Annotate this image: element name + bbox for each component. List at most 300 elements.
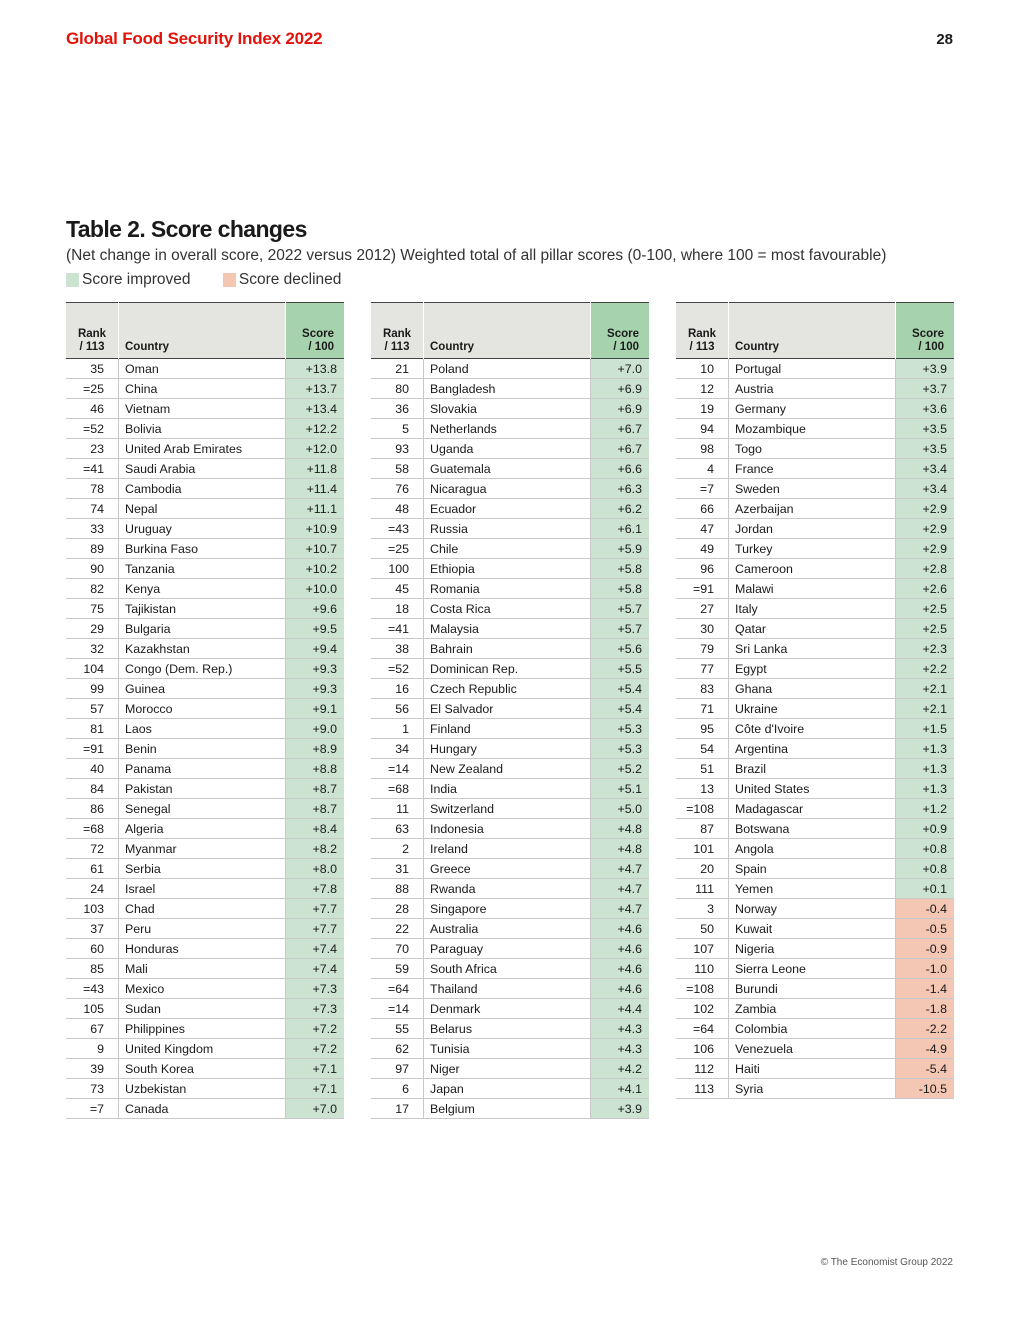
score-cell: +13.4: [286, 399, 345, 419]
score-cell: +2.1: [896, 679, 955, 699]
table-row: [66, 899, 344, 919]
rank-cell: 104: [66, 659, 119, 679]
score-cell: +8.7: [286, 799, 345, 819]
page-number: 28: [936, 31, 953, 48]
table-row: [676, 1019, 954, 1039]
table-title: Table 2. Score changes: [66, 216, 307, 242]
country-cell: Philippines: [119, 1019, 286, 1039]
score-cell: -0.5: [896, 919, 955, 939]
rank-cell: =91: [66, 739, 119, 759]
score-cell: +7.3: [286, 999, 345, 1019]
table-row: [66, 1039, 344, 1059]
score-cell: +6.6: [591, 459, 650, 479]
rank-cell: =43: [371, 519, 424, 539]
score-cell: +6.9: [591, 379, 650, 399]
score-cell: -10.5: [896, 1079, 955, 1099]
country-cell: Norway: [729, 899, 896, 919]
rank-cell: 102: [676, 999, 729, 1019]
table-row: [66, 399, 344, 419]
rank-cell: =52: [66, 419, 119, 439]
country-cell: Jordan: [729, 519, 896, 539]
table-row: [371, 519, 649, 539]
rank-cell: 110: [676, 959, 729, 979]
score-cell: +5.7: [591, 599, 650, 619]
table-row: [66, 599, 344, 619]
score-cell: +4.8: [591, 839, 650, 859]
table-row: [371, 1079, 649, 1099]
rank-cell: 28: [371, 899, 424, 919]
table-row: [371, 779, 649, 799]
rank-cell: =43: [66, 979, 119, 999]
rank-cell: 71: [676, 699, 729, 719]
score-cell: -4.9: [896, 1039, 955, 1059]
rank-cell: =108: [676, 799, 729, 819]
score-cell: +2.1: [896, 699, 955, 719]
country-cell: Angola: [729, 839, 896, 859]
rank-cell: 54: [676, 739, 729, 759]
rank-cell: 79: [676, 639, 729, 659]
country-cell: India: [424, 779, 591, 799]
table-row: [676, 599, 954, 619]
country-cell: Hungary: [424, 739, 591, 759]
country-cell: Burundi: [729, 979, 896, 999]
score-cell: +0.1: [896, 879, 955, 899]
country-cell: Egypt: [729, 659, 896, 679]
table-row: [371, 699, 649, 719]
country-cell: France: [729, 459, 896, 479]
report-title: Global Food Security Index 2022: [66, 29, 323, 48]
score-cell: +2.3: [896, 639, 955, 659]
country-cell: Singapore: [424, 899, 591, 919]
score-cell: +3.5: [896, 419, 955, 439]
table-row: [676, 759, 954, 779]
rank-cell: =68: [66, 819, 119, 839]
table-row: [371, 559, 649, 579]
table-row: [371, 539, 649, 559]
score-cell: -0.9: [896, 939, 955, 959]
score-cell: +1.3: [896, 759, 955, 779]
country-cell: Ecuador: [424, 499, 591, 519]
table-row: [66, 439, 344, 459]
country-cell: United States: [729, 779, 896, 799]
country-cell: Peru: [119, 919, 286, 939]
rank-cell: 111: [676, 879, 729, 899]
table-row: [371, 839, 649, 859]
country-cell: Tajikistan: [119, 599, 286, 619]
rank-cell: 49: [676, 539, 729, 559]
rank-cell: 34: [371, 739, 424, 759]
rank-cell: 112: [676, 1059, 729, 1079]
country-cell: Saudi Arabia: [119, 459, 286, 479]
country-cell: Benin: [119, 739, 286, 759]
rank-cell: =108: [676, 979, 729, 999]
country-cell: Argentina: [729, 739, 896, 759]
country-cell: Belarus: [424, 1019, 591, 1039]
score-cell: +7.8: [286, 879, 345, 899]
country-cell: Syria: [729, 1079, 896, 1099]
rank-cell: 77: [676, 659, 729, 679]
table-row: [676, 839, 954, 859]
score-cell: +5.1: [591, 779, 650, 799]
rank-cell: 100: [371, 559, 424, 579]
score-cell: +3.7: [896, 379, 955, 399]
country-cell: Switzerland: [424, 799, 591, 819]
score-cell: +9.1: [286, 699, 345, 719]
table-row: [371, 619, 649, 639]
score-table-column-1: [66, 302, 344, 1119]
rank-cell: 39: [66, 1059, 119, 1079]
country-cell: Myanmar: [119, 839, 286, 859]
rank-cell: 103: [66, 899, 119, 919]
score-cell: +5.4: [591, 699, 650, 719]
score-cell: +5.2: [591, 759, 650, 779]
rank-cell: 31: [371, 859, 424, 879]
score-cell: +4.6: [591, 919, 650, 939]
rank-cell: 38: [371, 639, 424, 659]
table-row: [66, 459, 344, 479]
table-row: [676, 999, 954, 1019]
rank-cell: 72: [66, 839, 119, 859]
table-row: [66, 799, 344, 819]
table-row: [676, 519, 954, 539]
table-row: [676, 399, 954, 419]
table-row: [66, 919, 344, 939]
score-cell: +2.5: [896, 619, 955, 639]
country-cell: Kuwait: [729, 919, 896, 939]
score-cell: +4.2: [591, 1059, 650, 1079]
country-cell: Slovakia: [424, 399, 591, 419]
table-row: [66, 939, 344, 959]
score-cell: +9.6: [286, 599, 345, 619]
country-cell: Pakistan: [119, 779, 286, 799]
country-cell: Zambia: [729, 999, 896, 1019]
score-cell: +7.7: [286, 919, 345, 939]
score-cell: +2.9: [896, 539, 955, 559]
table-row: [371, 819, 649, 839]
country-cell: Costa Rica: [424, 599, 591, 619]
table-row: [371, 739, 649, 759]
rank-cell: =14: [371, 759, 424, 779]
score-cell: +9.4: [286, 639, 345, 659]
rank-cell: 51: [676, 759, 729, 779]
table-row: [676, 619, 954, 639]
score-cell: +5.3: [591, 719, 650, 739]
rank-cell: 88: [371, 879, 424, 899]
improved-swatch-icon: [66, 273, 79, 287]
country-cell: Czech Republic: [424, 679, 591, 699]
rank-cell: 55: [371, 1019, 424, 1039]
country-cell: Tunisia: [424, 1039, 591, 1059]
score-cell: +7.3: [286, 979, 345, 999]
rank-cell: 106: [676, 1039, 729, 1059]
score-cell: +1.2: [896, 799, 955, 819]
score-cell: +7.1: [286, 1059, 345, 1079]
score-cell: +10.2: [286, 559, 345, 579]
country-cell: Nicaragua: [424, 479, 591, 499]
table-row: [66, 619, 344, 639]
score-cell: +11.8: [286, 459, 345, 479]
rank-cell: 11: [371, 799, 424, 819]
table-row: [676, 859, 954, 879]
country-cell: South Korea: [119, 1059, 286, 1079]
rank-cell: 96: [676, 559, 729, 579]
table-row: [66, 979, 344, 999]
score-cell: +6.7: [591, 439, 650, 459]
rank-cell: 86: [66, 799, 119, 819]
rank-cell: 48: [371, 499, 424, 519]
table-row: [66, 479, 344, 499]
table-row: [371, 759, 649, 779]
score-cell: +7.0: [591, 359, 650, 379]
country-cell: Indonesia: [424, 819, 591, 839]
score-cell: +8.4: [286, 819, 345, 839]
table-row: [371, 879, 649, 899]
rank-cell: =25: [66, 379, 119, 399]
table-row: [676, 359, 954, 379]
country-cell: Ghana: [729, 679, 896, 699]
rank-cell: =68: [371, 779, 424, 799]
table-row: [371, 499, 649, 519]
rank-cell: 17: [371, 1099, 424, 1119]
country-cell: United Kingdom: [119, 1039, 286, 1059]
rank-cell: 59: [371, 959, 424, 979]
rank-cell: 76: [371, 479, 424, 499]
rank-cell: 74: [66, 499, 119, 519]
table-row: [66, 999, 344, 1019]
rank-cell: 113: [676, 1079, 729, 1099]
rank-cell: =41: [66, 459, 119, 479]
rank-cell: =64: [676, 1019, 729, 1039]
rank-cell: 70: [371, 939, 424, 959]
table-subtitle: (Net change in overall score, 2022 versus 2012) Weighted total of all pillar scores (0-100, where 100 = most favourable): [66, 247, 887, 264]
table-row: [676, 959, 954, 979]
table-row: [66, 859, 344, 879]
rank-cell: 101: [676, 839, 729, 859]
table-row: [66, 839, 344, 859]
table-row: [371, 359, 649, 379]
rank-cell: 21: [371, 359, 424, 379]
rank-cell: 29: [66, 619, 119, 639]
copyright: © The Economist Group 2022: [820, 1257, 953, 1268]
country-cell: Venezuela: [729, 1039, 896, 1059]
rank-cell: 58: [371, 459, 424, 479]
score-cell: +13.8: [286, 359, 345, 379]
score-cell: +6.7: [591, 419, 650, 439]
table-row: [676, 499, 954, 519]
table-row: [676, 659, 954, 679]
table-row: [371, 999, 649, 1019]
score-cell: +5.4: [591, 679, 650, 699]
country-cell: Vietnam: [119, 399, 286, 419]
country-cell: Togo: [729, 439, 896, 459]
score-cell: +8.9: [286, 739, 345, 759]
country-cell: Panama: [119, 759, 286, 779]
country-cell: Bahrain: [424, 639, 591, 659]
table-row: [676, 779, 954, 799]
country-cell: Russia: [424, 519, 591, 539]
table-row: [371, 399, 649, 419]
score-cell: -0.4: [896, 899, 955, 919]
table-row: [66, 419, 344, 439]
score-cell: -5.4: [896, 1059, 955, 1079]
rank-cell: 27: [676, 599, 729, 619]
rank-cell: 82: [66, 579, 119, 599]
table-row: [371, 719, 649, 739]
rank-cell: 2: [371, 839, 424, 859]
rank-cell: 89: [66, 539, 119, 559]
score-cell: +4.1: [591, 1079, 650, 1099]
score-cell: +6.3: [591, 479, 650, 499]
table-row: [371, 1059, 649, 1079]
country-cell: Burkina Faso: [119, 539, 286, 559]
rank-cell: 33: [66, 519, 119, 539]
table-row: [371, 959, 649, 979]
country-cell: Sierra Leone: [729, 959, 896, 979]
table-row: [676, 479, 954, 499]
country-cell: Nepal: [119, 499, 286, 519]
rank-cell: =91: [676, 579, 729, 599]
rank-cell: 61: [66, 859, 119, 879]
country-cell: Spain: [729, 859, 896, 879]
score-cell: +5.7: [591, 619, 650, 639]
table-row: [676, 459, 954, 479]
rank-cell: =52: [371, 659, 424, 679]
rank-cell: 22: [371, 919, 424, 939]
country-cell: Austria: [729, 379, 896, 399]
rank-cell: 19: [676, 399, 729, 419]
table-row: [66, 539, 344, 559]
rank-cell: =7: [676, 479, 729, 499]
score-cell: +5.0: [591, 799, 650, 819]
rank-cell: 6: [371, 1079, 424, 1099]
country-cell: Rwanda: [424, 879, 591, 899]
country-cell: Morocco: [119, 699, 286, 719]
table-row: [66, 959, 344, 979]
score-cell: +0.8: [896, 839, 955, 859]
table-row: [371, 659, 649, 679]
score-cell: +1.3: [896, 739, 955, 759]
country-cell: Haiti: [729, 1059, 896, 1079]
score-cell: +3.6: [896, 399, 955, 419]
rank-cell: 66: [676, 499, 729, 519]
table-row: [371, 939, 649, 959]
country-cell: Tanzania: [119, 559, 286, 579]
country-cell: Mozambique: [729, 419, 896, 439]
country-cell: New Zealand: [424, 759, 591, 779]
country-cell: Uzbekistan: [119, 1079, 286, 1099]
table-row: [66, 1099, 344, 1119]
table-row: [66, 879, 344, 899]
rank-header: Rank / 113: [382, 328, 412, 353]
country-cell: Oman: [119, 359, 286, 379]
country-cell: Canada: [119, 1099, 286, 1119]
score-cell: +3.9: [896, 359, 955, 379]
table-row: [66, 579, 344, 599]
score-cell: +2.8: [896, 559, 955, 579]
score-cell: +3.4: [896, 459, 955, 479]
country-cell: Uruguay: [119, 519, 286, 539]
rank-cell: 67: [66, 1019, 119, 1039]
country-cell: Malaysia: [424, 619, 591, 639]
score-cell: +2.9: [896, 519, 955, 539]
score-cell: +9.5: [286, 619, 345, 639]
table-row: [371, 1039, 649, 1059]
table-row: [676, 719, 954, 739]
legend-improved: [66, 271, 191, 289]
rank-cell: 75: [66, 599, 119, 619]
score-table-column-3: [676, 302, 954, 1099]
score-header: Score / 100: [286, 303, 345, 359]
country-cell: South Africa: [424, 959, 591, 979]
rank-cell: 56: [371, 699, 424, 719]
score-cell: +0.8: [896, 859, 955, 879]
rank-cell: 60: [66, 939, 119, 959]
country-cell: Yemen: [729, 879, 896, 899]
score-cell: +7.2: [286, 1039, 345, 1059]
rank-cell: 87: [676, 819, 729, 839]
rank-cell: 16: [371, 679, 424, 699]
score-cell: +2.2: [896, 659, 955, 679]
country-cell: Bangladesh: [424, 379, 591, 399]
rank-cell: 73: [66, 1079, 119, 1099]
score-cell: -1.4: [896, 979, 955, 999]
table-row: [371, 479, 649, 499]
country-cell: Turkey: [729, 539, 896, 559]
score-cell: +9.3: [286, 679, 345, 699]
country-cell: Cameroon: [729, 559, 896, 579]
table-row: [371, 899, 649, 919]
rank-header: Rank / 113: [687, 328, 717, 353]
country-cell: Guatemala: [424, 459, 591, 479]
rank-cell: 97: [371, 1059, 424, 1079]
country-cell: Ireland: [424, 839, 591, 859]
country-cell: Italy: [729, 599, 896, 619]
rank-cell: 37: [66, 919, 119, 939]
table-row: [371, 419, 649, 439]
score-cell: +12.2: [286, 419, 345, 439]
rank-header: Rank / 113: [77, 328, 107, 353]
rank-cell: 40: [66, 759, 119, 779]
table-row: [66, 1019, 344, 1039]
table-row: [66, 719, 344, 739]
rank-cell: 4: [676, 459, 729, 479]
score-cell: +7.1: [286, 1079, 345, 1099]
rank-cell: 63: [371, 819, 424, 839]
country-cell: Romania: [424, 579, 591, 599]
country-cell: Ethiopia: [424, 559, 591, 579]
score-cell: +8.0: [286, 859, 345, 879]
country-cell: Serbia: [119, 859, 286, 879]
country-header: Country: [119, 303, 286, 359]
country-cell: Japan: [424, 1079, 591, 1099]
table-row: [676, 979, 954, 999]
score-cell: +4.8: [591, 819, 650, 839]
score-cell: +7.7: [286, 899, 345, 919]
country-cell: Brazil: [729, 759, 896, 779]
table-row: [66, 739, 344, 759]
country-cell: Netherlands: [424, 419, 591, 439]
country-cell: Dominican Rep.: [424, 659, 591, 679]
score-cell: +1.5: [896, 719, 955, 739]
rank-cell: 35: [66, 359, 119, 379]
rank-cell: 45: [371, 579, 424, 599]
score-cell: +10.0: [286, 579, 345, 599]
score-cell: +0.9: [896, 819, 955, 839]
score-header: Score / 100: [591, 303, 650, 359]
rank-cell: 84: [66, 779, 119, 799]
table-row: [676, 879, 954, 899]
rank-cell: 95: [676, 719, 729, 739]
